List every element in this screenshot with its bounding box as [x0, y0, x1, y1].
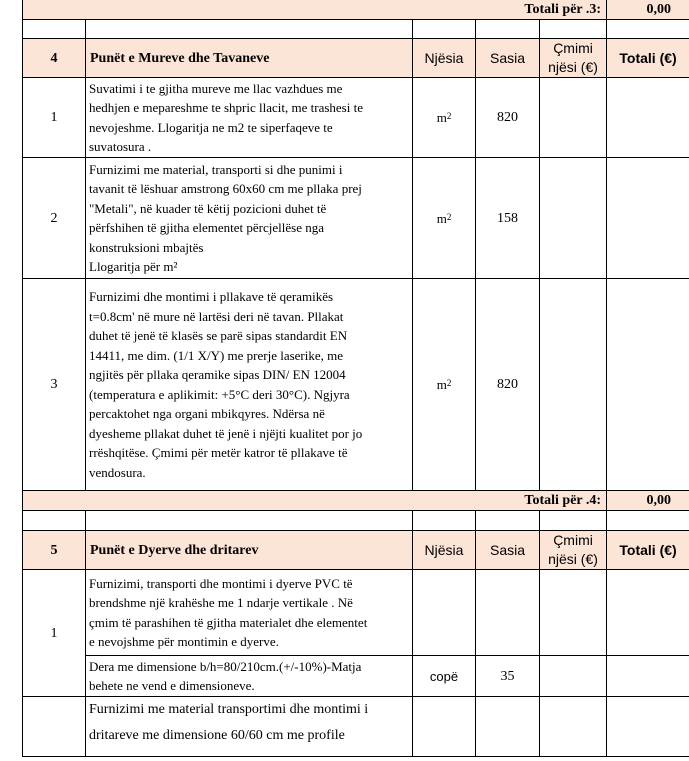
description-line: duhet të jenë të klasës se parë sipas standardit EN [89, 328, 348, 343]
item-total[interactable] [607, 656, 689, 697]
column-header-unit[interactable]: Njësia [413, 531, 476, 570]
item-unit-price[interactable] [540, 656, 607, 697]
item-description[interactable] [86, 570, 413, 656]
description-line: percaktohet nga organi mbikqyres. Ndërsa në [89, 406, 325, 421]
bill-of-quantities-table [22, 0, 689, 757]
description-line: Furnizimi dhe montimi i pllakave të qeramikës [89, 289, 334, 304]
description-line: rrëshqitëse. Çmimi për metër katror të pllakave të [89, 445, 348, 460]
description-line: t=0.8cm' në mure në lartësi deri në tavan. Pllakat [89, 308, 344, 324]
item-description[interactable] [86, 656, 413, 697]
description-line: hedhjen e mepareshme te shpric llacit, me trashesi te [89, 100, 363, 115]
column-header-quantity[interactable]: Sasia [476, 531, 540, 570]
item-number[interactable]: 2 [23, 158, 86, 279]
description-line: Suvatimi i te gjitha mureve me llac vazhdues me [89, 80, 343, 96]
description-line: vendosura. [89, 464, 146, 480]
item-description[interactable] [86, 158, 413, 279]
description-line: "Metali", në kuader të këtij pozicioni duhet të [89, 200, 327, 216]
unit-superscript: 2 [446, 378, 452, 388]
item-unit[interactable] [413, 78, 476, 158]
item-unit-price[interactable] [540, 570, 607, 656]
unit-superscript: 2 [446, 211, 452, 222]
item-total[interactable] [607, 697, 689, 757]
item-unit[interactable] [413, 570, 476, 656]
table-row [23, 279, 689, 491]
description-line: çmim të parashihen të gjitha materialet dhe elementet [89, 614, 368, 630]
item-description[interactable] [86, 279, 413, 491]
section-number[interactable]: 5 [23, 531, 86, 570]
section-title[interactable]: Punët e Dyerve dhe dritarev [86, 531, 413, 570]
column-header-total[interactable]: Totali (€) [607, 531, 689, 570]
blank-row [23, 20, 689, 39]
table-row [23, 570, 689, 656]
item-number[interactable]: 3 [23, 279, 86, 491]
item-total[interactable] [607, 78, 689, 158]
section-header-4 [23, 39, 689, 78]
description-line: dyesheme pllakat duhet të jenë i njëjti kualitet por jo [89, 425, 363, 441]
item-total[interactable] [607, 158, 689, 279]
description-line: përfshihen të gjitha elementet përcjellëse nga [89, 220, 324, 235]
description-line: Furnizimi, transporti dhe montimi i dyerve PVC të [89, 575, 353, 591]
column-header-total[interactable]: Totali (€) [607, 39, 689, 78]
description-line: behete ne vend e dimensioneve. [89, 678, 255, 693]
description-line: e nevojshme për montimin e dyerve. [89, 634, 279, 649]
price-header-line-1: Çmimi [553, 532, 593, 548]
item-quantity[interactable]: 820 [476, 78, 540, 158]
column-header-quantity[interactable]: Sasia [476, 39, 540, 78]
description-line: (temperatura e aplikimit: +5°C deri 30°C). Ngjyra [89, 386, 350, 402]
section-header-5 [23, 531, 689, 570]
total-label: Totali për .4: [23, 491, 607, 511]
description-line: konstruksioni mbajtës [89, 239, 204, 255]
price-header-line-1: Çmimi [553, 40, 593, 56]
item-number[interactable]: 1 [23, 570, 86, 697]
item-description[interactable] [86, 697, 413, 757]
item-total[interactable] [607, 279, 689, 491]
section-title[interactable]: Punët e Mureve dhe Tavaneve [86, 39, 413, 78]
unit-text: m [436, 377, 447, 392]
unit-text: m [436, 210, 447, 226]
total-row-section-4 [23, 491, 689, 511]
table-row [23, 697, 689, 757]
total-row-section-3 [23, 0, 689, 20]
unit-text: m [436, 110, 447, 125]
table-row [23, 656, 689, 697]
description-line: Furnizimi me material transportimi dhe montimi i [89, 702, 369, 717]
description-line: tavanit të lëshuar amstrong 60x60 cm me pllaka prej [89, 181, 362, 196]
table-row [23, 158, 689, 279]
item-unit-price[interactable] [540, 78, 607, 158]
item-unit[interactable]: copë [413, 656, 476, 697]
item-quantity[interactable]: 158 [476, 158, 540, 279]
description-line: suvatosura . [89, 139, 152, 154]
column-header-unit-price[interactable] [540, 531, 607, 570]
item-unit-price[interactable] [540, 158, 607, 279]
item-unit-price[interactable] [540, 279, 607, 491]
item-total[interactable] [607, 570, 689, 656]
description-line: ngjitës për pllaka qeramike sipas DIN/ EN 12004 [89, 367, 346, 382]
price-header-line-2: njësi (€) [548, 59, 598, 75]
blank-row [23, 511, 689, 531]
item-description[interactable] [86, 78, 413, 158]
item-quantity[interactable] [476, 570, 540, 656]
description-line: Llogaritja për m² [89, 259, 178, 274]
column-header-unit[interactable]: Njësia [413, 39, 476, 78]
total-value[interactable]: 0,00 [607, 0, 689, 20]
description-line: Dera me dimensione b/h=80/210cm.(+/-10%)-Matja [89, 658, 362, 674]
table-row [23, 78, 689, 158]
total-label: Totali për .3: [23, 0, 607, 20]
item-quantity[interactable] [476, 697, 540, 757]
item-unit[interactable] [413, 158, 476, 279]
description-line: 14411, me dim. (1/1 X/Y) me prerje laserike, me [89, 347, 344, 363]
total-value[interactable]: 0,00 [607, 491, 689, 511]
item-number[interactable] [23, 697, 86, 757]
item-unit[interactable] [413, 279, 476, 491]
item-number[interactable]: 1 [23, 78, 86, 158]
section-number[interactable]: 4 [23, 39, 86, 78]
description-line: dritareve me dimensione 60/60 cm me profile [89, 728, 345, 743]
column-header-unit-price[interactable] [540, 39, 607, 78]
item-unit-price[interactable] [540, 697, 607, 757]
price-header-line-2: njësi (€) [548, 551, 598, 567]
description-line: brendshme një krahëshe me 1 ndarje vertikale . Në [89, 595, 353, 610]
unit-superscript: 2 [446, 111, 452, 121]
item-quantity[interactable]: 820 [476, 279, 540, 491]
item-quantity[interactable]: 35 [476, 656, 540, 697]
description-line: Furnizimi me material, transporti si dhe punimi i [89, 161, 343, 177]
item-unit[interactable] [413, 697, 476, 757]
description-line: nevojeshme. Llogaritja ne m2 te siperfaqeve te [89, 119, 333, 135]
